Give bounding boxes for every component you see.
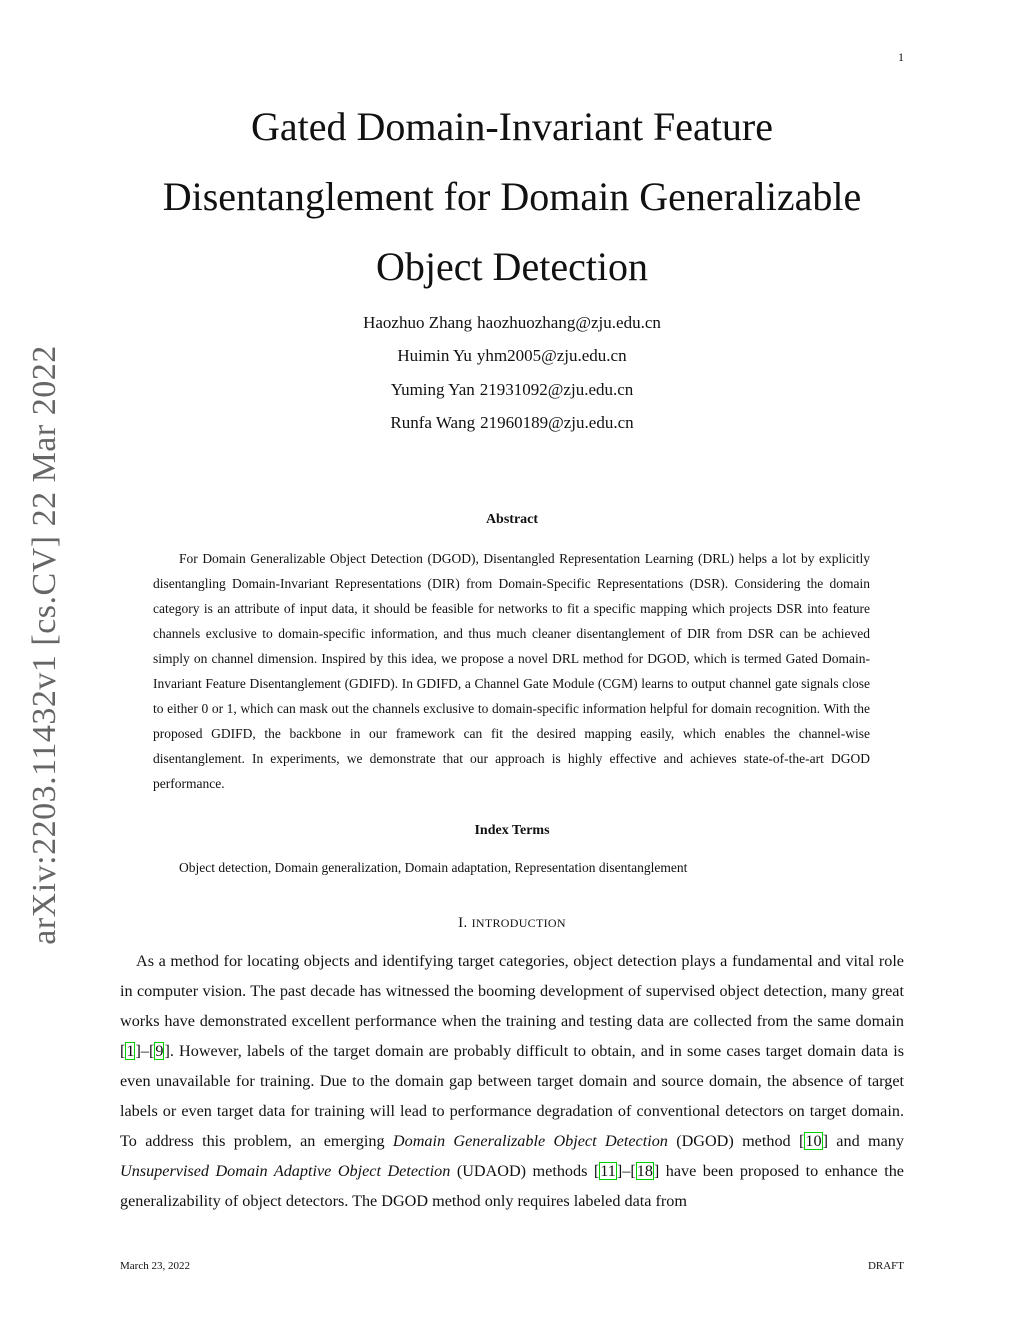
range-dash: – (140, 1042, 149, 1060)
section-heading-introduction (120, 915, 904, 932)
author-email: 21960189@zju.edu.cn (480, 412, 634, 432)
author-entry (120, 339, 904, 372)
index-terms-heading: Index Terms (474, 823, 550, 838)
author-email: 21931092@zju.edu.cn (479, 379, 634, 399)
citation-link[interactable]: 9 (155, 1042, 164, 1060)
author-email: haozhuozhang@zju.edu.cn (477, 313, 661, 332)
body-text: (UDAOD) methods (450, 1162, 594, 1180)
arxiv-identifier: arXiv:2203.11432v1 [cs.CV] 22 Mar 2022 (26, 345, 63, 945)
author-name: Haozhuo Zhang (363, 313, 473, 332)
body-text: have been proposed to enhance the generalizability of object detectors. The DGOD method only requires labeled data from (120, 1162, 904, 1210)
author-name: Runfa Wang (390, 412, 476, 432)
title-line: Object Detection (375, 244, 649, 289)
index-terms-text: Object detection, Domain generalization, Domain adaptation, Representation disentanglement (179, 860, 688, 875)
abstract-heading: Abstract (485, 512, 539, 527)
introduction-paragraph: As a method for locating objects and identifying target categories, object detection plays a fundamental and vital role in computer vision. The past decade has witnessed the booming development of supervised object detection, many great works have demonstrated excellent performance when the training and testing data are collected from the same domain [1]–[9]. However, labels of the target domain are probably difficult to obtain, and in some cases target domain data is even unavailable for training. Due to the domain gap between target domain and source domain, the absence of target labels or even target data for training will lead to performance degradation of conventional detectors on target domain. To address this problem, an emerging Domain Generalizable Object Detection (DGOD) method [10] and many Unsupervised Domain Adaptive Object Detection (UDAOD) methods [11]–[18] have been proposed to enhance the generalizability of object detectors. The DGOD method only requires labeled data from (120, 952, 904, 1210)
paper-title (120, 92, 904, 302)
page-number: 1 (898, 50, 904, 64)
body-text: and many (827, 1132, 904, 1150)
range-dash: – (622, 1162, 631, 1180)
citation-link[interactable]: 1 (126, 1042, 135, 1060)
author-name: Yuming Yan (390, 379, 475, 399)
emphasis-text: Unsupervised Domain Adaptive Object Detection (120, 1162, 451, 1180)
citation-link[interactable]: 10 (805, 1132, 822, 1150)
abstract-text: For Domain Generalizable Object Detection (DGOD), Disentangled Representation Learning (DRL) helps a lot by explicitly disentangling Domain-Invariant Representations (DIR) from Domain-Specific Representations (DSR). Considering the domain category is an attribute of input data, it should be feasible for networks to fit a specific mapping which projects DSR into feature channels exclusive to domain-specific information, and thus much cleaner disentanglement of DIR from DSR can be achieved simply on channel dimension. Inspired by this idea, we propose a novel DRL method for DGOD, which is termed Gated Domain-Invariant Feature Disentanglement (GDIFD). In GDIFD, a Channel Gate Module (CGM) learns to output channel gate signals close to either 0 or 1, which can mask out the channels exclusive to domain-specific information helpful for domain recognition. With the proposed GDIFD, the backbone in our framework can fit the desired mapping easily, which enables the channel-wise disentanglement. In experiments, we demonstrate that our approach is highly effective and achieves state-of-the-art DGOD performance. (153, 551, 870, 791)
author-entry (120, 306, 904, 339)
title-line: Gated Domain-Invariant Feature (250, 104, 773, 149)
body-text: (DGOD) method (667, 1132, 799, 1150)
emphasis-text: Domain Generalizable Object Detection (392, 1132, 668, 1150)
body-text: . However, labels of the target domain are probably difficult to obtain, and in some cases target domain data is even unavailable for training. Due to the domain gap between target domain and source domain, the absence of target labels or even target data for training will lead to performance degradation of conventional detectors on target domain. To address this problem, an emerging (120, 1042, 904, 1150)
section-numeral: I. (458, 915, 468, 931)
citation-link[interactable]: 18 (636, 1162, 653, 1180)
author-email: yhm2005@zju.edu.cn (476, 346, 627, 366)
citation-link[interactable]: 11 (600, 1162, 616, 1180)
title-line: Disentanglement for Domain Generalizable (162, 174, 862, 219)
body-text: As a method for locating objects and identifying target categories, object detection plays a fundamental and vital role in computer vision. The past decade has witnessed the booming development of supervised object detection, many great works have demonstrated excellent performance when the training and testing data are collected from the same domain (120, 952, 904, 1030)
author-list (120, 306, 904, 439)
footer-date: March 23, 2022 (120, 1260, 190, 1272)
section-title: INTRODUCTION (471, 916, 566, 930)
author-name: Huimin Yu (397, 346, 472, 366)
footer-status: DRAFT (867, 1260, 904, 1272)
author-entry (120, 373, 904, 406)
author-entry (120, 406, 904, 439)
